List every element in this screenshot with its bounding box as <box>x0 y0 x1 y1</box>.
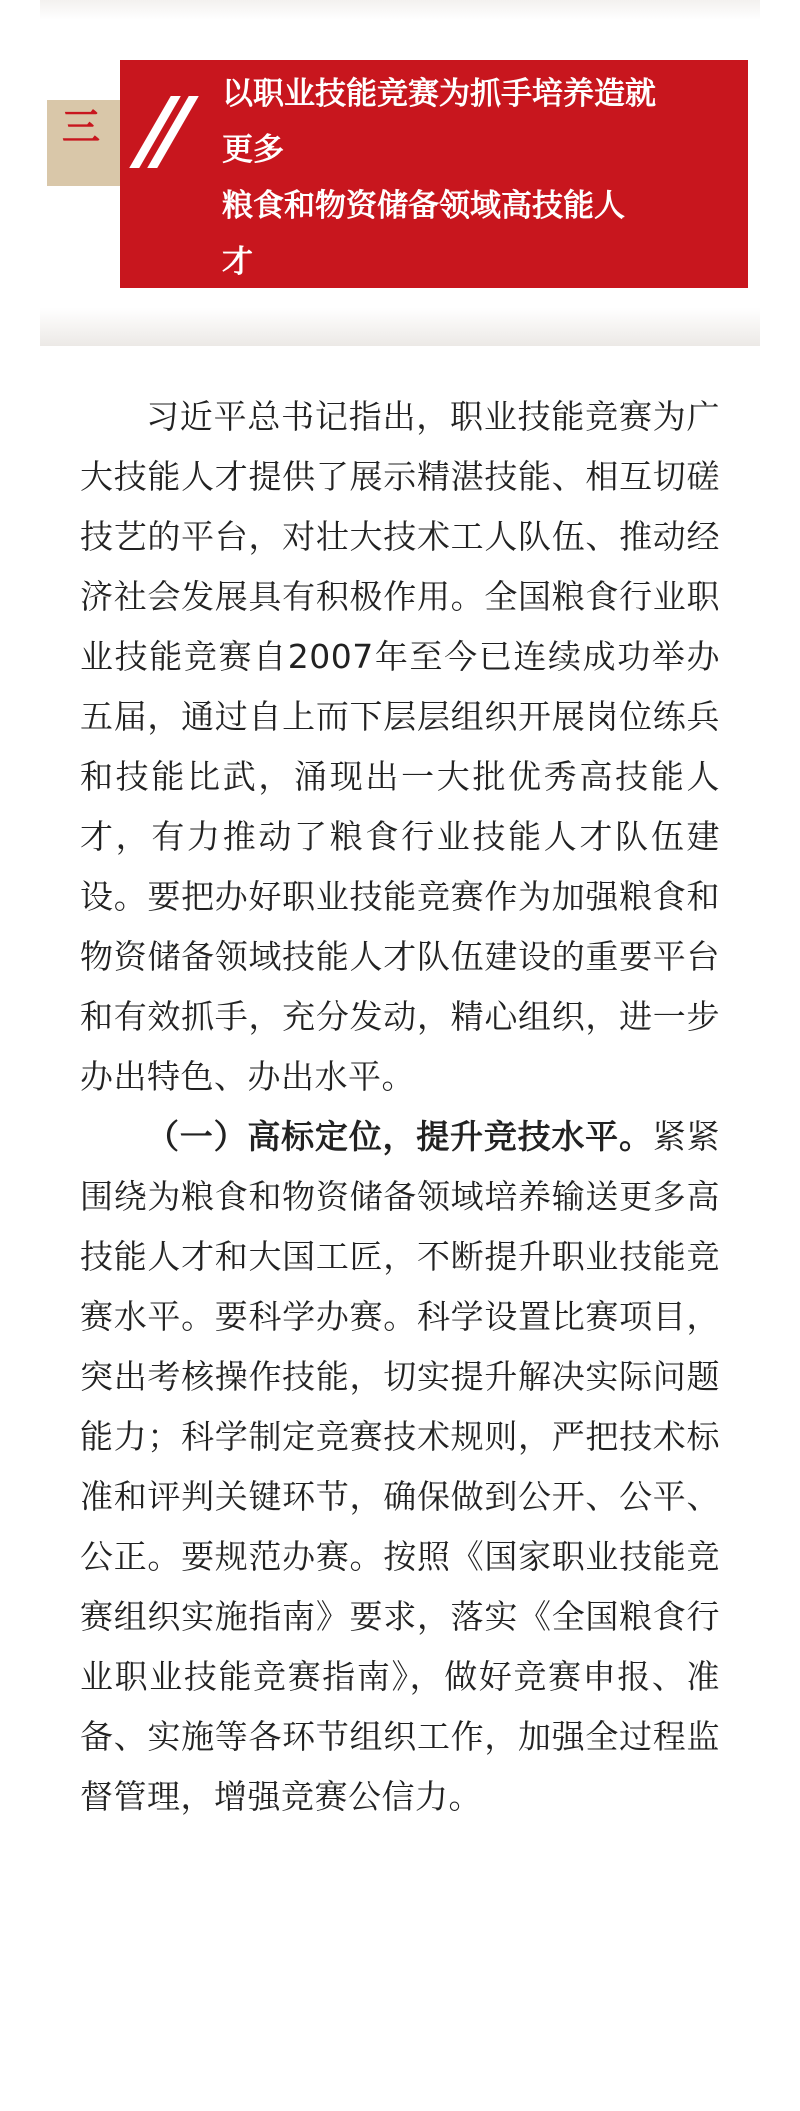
section-title <box>222 66 732 290</box>
body-paragraph <box>80 1107 720 1827</box>
paragraph-heading: （一）高标定位，提升竞技水平。 <box>146 1117 653 1156</box>
section-title-line: 更多 <box>222 132 284 168</box>
section-title-line: 才 <box>222 244 253 280</box>
section-title-line: 以职业技能竞赛为抓手培养造就 <box>222 76 656 112</box>
article-body <box>80 387 720 1827</box>
section-number: 三 <box>62 104 101 149</box>
top-divider-strip <box>40 0 760 20</box>
paragraph-text: 习近平总书记指出，职业技能竞赛为广大技能人才提供了展示精湛技能、相互切磋技艺的平台，对壮大技术工人队伍、推动经济社会发展具有积极作用。全国粮食行业职业技能竞赛自2007年至今已连续成功举办五届，通过自上而下层层组织开展岗位练兵和技能比武，涌现出一大批优秀高技能人才，有力推动了粮食行业技能人才队伍建设。要把办好职业技能竞赛作为加强粮食和物资储备领域技能人才队伍建设的重要平台和有效抓手，充分发动，精心组织，进一步办出特色、办出水平。 <box>80 397 720 1096</box>
section-title-line: 粮食和物资储备领域高技能人 <box>222 188 625 224</box>
body-paragraph <box>80 387 720 1107</box>
paragraph-text: 紧紧围绕为粮食和物资储备领域培养输送更多高技能人才和大国工匠，不断提升职业技能竞赛水平。要科学办赛。科学设置比赛项目，突出考核操作技能，切实提升解决实际问题能力；科学制定竞赛技术规则，严把技术标准和评判关键环节，确保做到公开、公平、公正。要规范办赛。按照《国家职业技能竞赛组织实施指南》要求，落实《全国粮食行业职业技能竞赛指南》，做好竞赛申报、准备、实施等各环节组织工作，加强全过程监督管理，增强竞赛公信力。 <box>80 1117 720 1816</box>
